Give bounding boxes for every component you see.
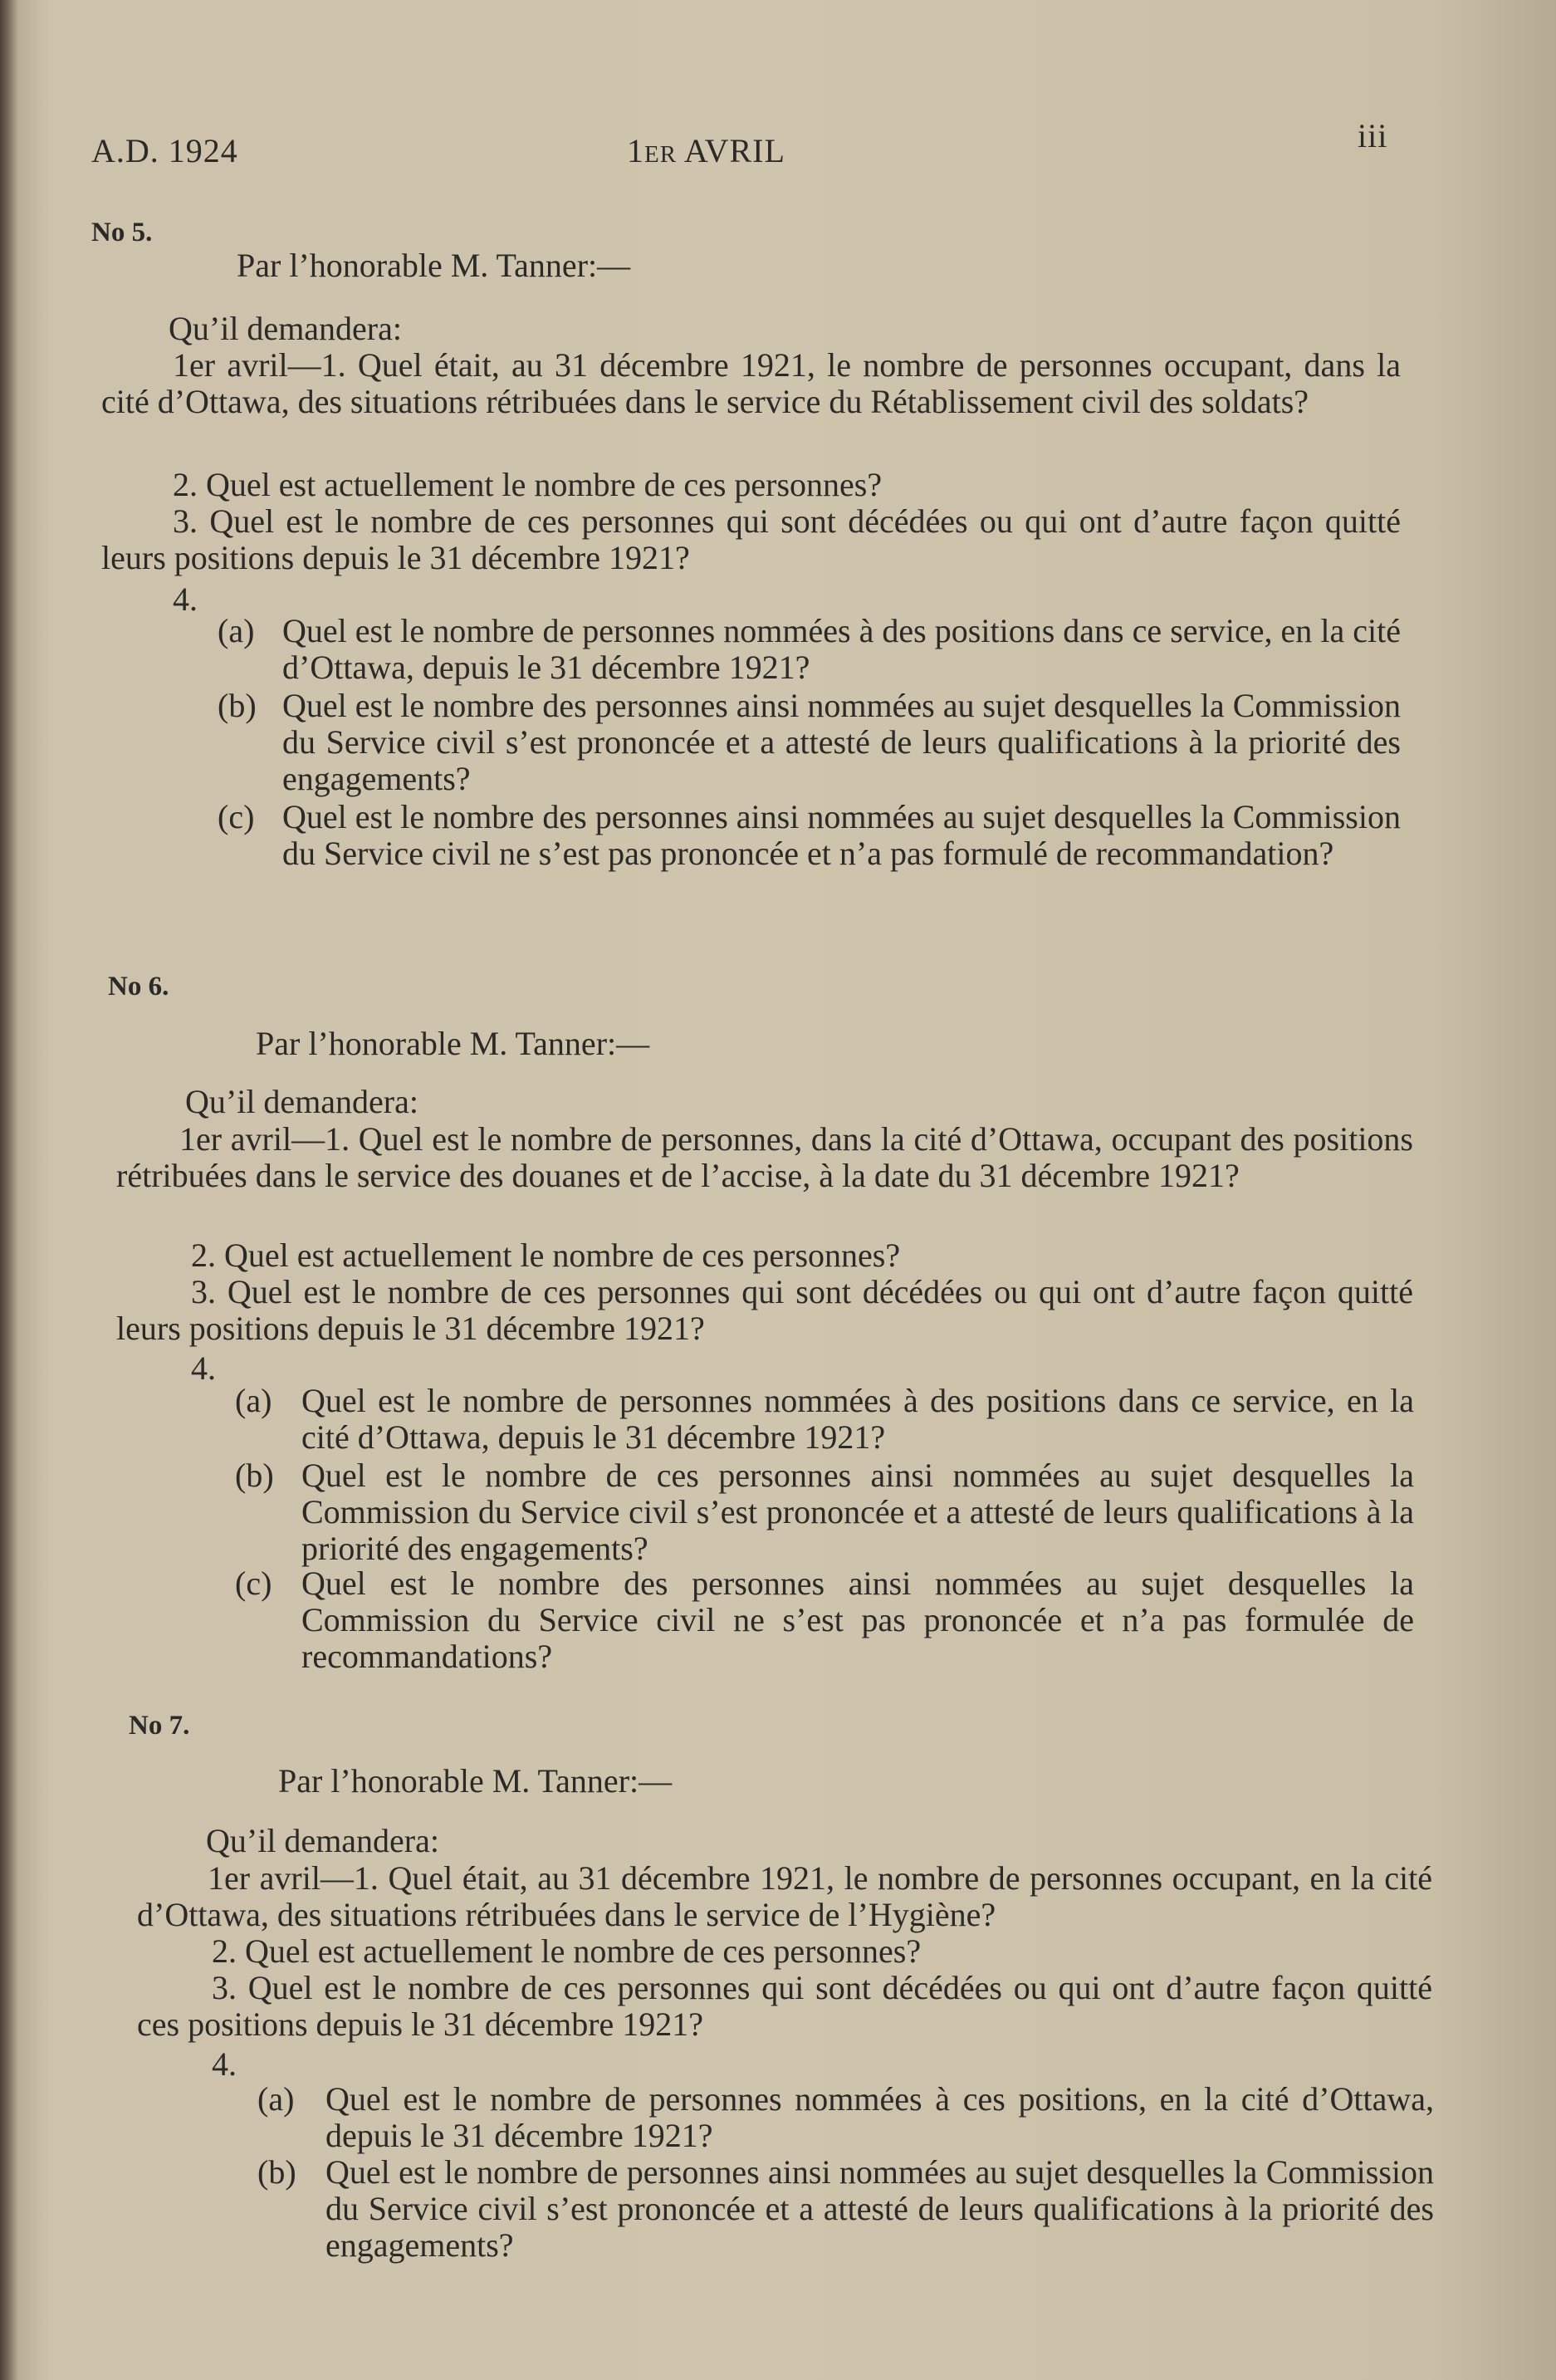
question-3: 3. Quel est le nombre de ces personnes qui sont décédées ou qui ont d’autre façon quitté leurs positions depuis le 31 décembre 1921? xyxy=(101,502,1401,576)
subquestion-text: Quel est le nombre de ces personnes ainsi nommées au sujet desquelles la Commission du Service civil s’est prononcée et a attesté de leurs qualifications à la priorité des engagements? xyxy=(301,1457,1414,1567)
section-intro: Qu’il demandera: xyxy=(206,1822,439,1859)
subquestion-a xyxy=(257,2080,1434,2154)
section-number: No 6. xyxy=(108,972,169,1001)
question-4: 4. xyxy=(212,2045,237,2083)
subquestion-text: Quel est le nombre des personnes ainsi nommées au sujet desquelles la Commission du Service civil ne s’est pas prononcée et n’a pas formulée de recommandations? xyxy=(301,1565,1414,1675)
question-4: 4. xyxy=(191,1349,216,1387)
subquestion-label: (a) xyxy=(218,612,255,649)
subquestion-label: (a) xyxy=(235,1382,272,1419)
subquestion-text: Quel est le nombre de personnes ainsi nommées au sujet desquelles la Commission du Service civil s’est prononcée et a attesté de leurs qualifications à la priorité des engagements? xyxy=(325,2153,1434,2264)
section-intro: Qu’il demandera: xyxy=(169,310,402,347)
header-date-rest: AVRIL xyxy=(677,132,785,169)
header-date xyxy=(627,131,785,170)
question-3: 3. Quel est le nombre de ces personnes qui sont décédées ou qui ont d’autre façon quitté leurs positions depuis le 31 décembre 1921? xyxy=(116,1273,1413,1347)
question-1: 1er avril—1. Quel était, au 31 décembre 1921, le nombre de personnes occupant, en la cité d’Ottawa, des situations rétribuées dans le service de l’Hygiène? xyxy=(137,1859,1432,1933)
subquestion-label: (c) xyxy=(235,1565,272,1602)
subquestion-text: Quel est le nombre de personnes nommées à des positions dans ce service, en la cité d’Ottawa, depuis le 31 décembre 1921? xyxy=(282,612,1401,686)
section-number: No 7. xyxy=(129,1711,190,1741)
subquestion-label: (a) xyxy=(257,2080,295,2118)
question-4: 4. xyxy=(173,580,198,618)
section-author: Par l’honorable M. Tanner:— xyxy=(237,247,631,284)
section-author: Par l’honorable M. Tanner:— xyxy=(278,1762,673,1800)
page-number: iii xyxy=(1358,117,1388,154)
question-3: 3. Quel est le nombre de ces personnes qui sont décédées ou qui ont d’autre façon quitté ces positions depuis le 31 décembre 1921? xyxy=(137,1969,1432,2043)
question-1: 1er avril—1. Quel est le nombre de personnes, dans la cité d’Ottawa, occupant des positions rétribuées dans le service des douanes et de l’accise, à la date du 31 décembre 1921? xyxy=(116,1120,1413,1194)
subquestion-label: (b) xyxy=(218,687,257,724)
subquestion-label: (b) xyxy=(235,1457,274,1494)
subquestion-a xyxy=(235,1382,1414,1456)
subquestion-text: Quel est le nombre de personnes nommées à ces positions, en la cité d’Ottawa, depuis le 31 décembre 1921? xyxy=(325,2080,1434,2154)
subquestion-a xyxy=(218,612,1401,686)
subquestion-label: (b) xyxy=(257,2153,296,2191)
subquestion-c xyxy=(218,798,1401,872)
subquestion-b xyxy=(257,2153,1434,2264)
subquestion-b xyxy=(235,1457,1414,1567)
subquestion-label: (c) xyxy=(218,798,255,835)
subquestion-text: Quel est le nombre de personnes nommées à des positions dans ce service, en la cité d’Ottawa, depuis le 31 décembre 1921? xyxy=(301,1382,1414,1456)
header-date-super: ER xyxy=(644,141,678,168)
question-2: 2. Quel est actuellement le nombre de ces personnes? xyxy=(173,466,883,503)
question-2: 2. Quel est actuellement le nombre de ces personnes? xyxy=(212,1932,922,1970)
header-date-first: 1 xyxy=(627,132,644,169)
section-number: No 5. xyxy=(91,218,153,247)
subquestion-text: Quel est le nombre des personnes ainsi nommées au sujet desquelles la Commission du Service civil s’est prononcée et a attesté de leurs qualifications à la priorité des engagements? xyxy=(282,687,1401,797)
subquestion-text: Quel est le nombre des personnes ainsi nommées au sujet desquelles la Commission du Service civil ne s’est pas prononcée et n’a pas formulé de recommandation? xyxy=(282,798,1401,872)
section-intro: Qu’il demandera: xyxy=(185,1083,418,1120)
subquestion-b xyxy=(218,687,1401,797)
section-author: Par l’honorable M. Tanner:— xyxy=(256,1025,650,1062)
header-year: A.D. 1924 xyxy=(91,132,238,169)
subquestion-c xyxy=(235,1565,1414,1675)
question-2: 2. Quel est actuellement le nombre de ces personnes? xyxy=(191,1237,901,1274)
question-1: 1er avril—1. Quel était, au 31 décembre 1921, le nombre de personnes occupant, dans la cité d’Ottawa, des situations rétribuées dans le service du Rétablissement civil des soldats? xyxy=(101,346,1401,420)
